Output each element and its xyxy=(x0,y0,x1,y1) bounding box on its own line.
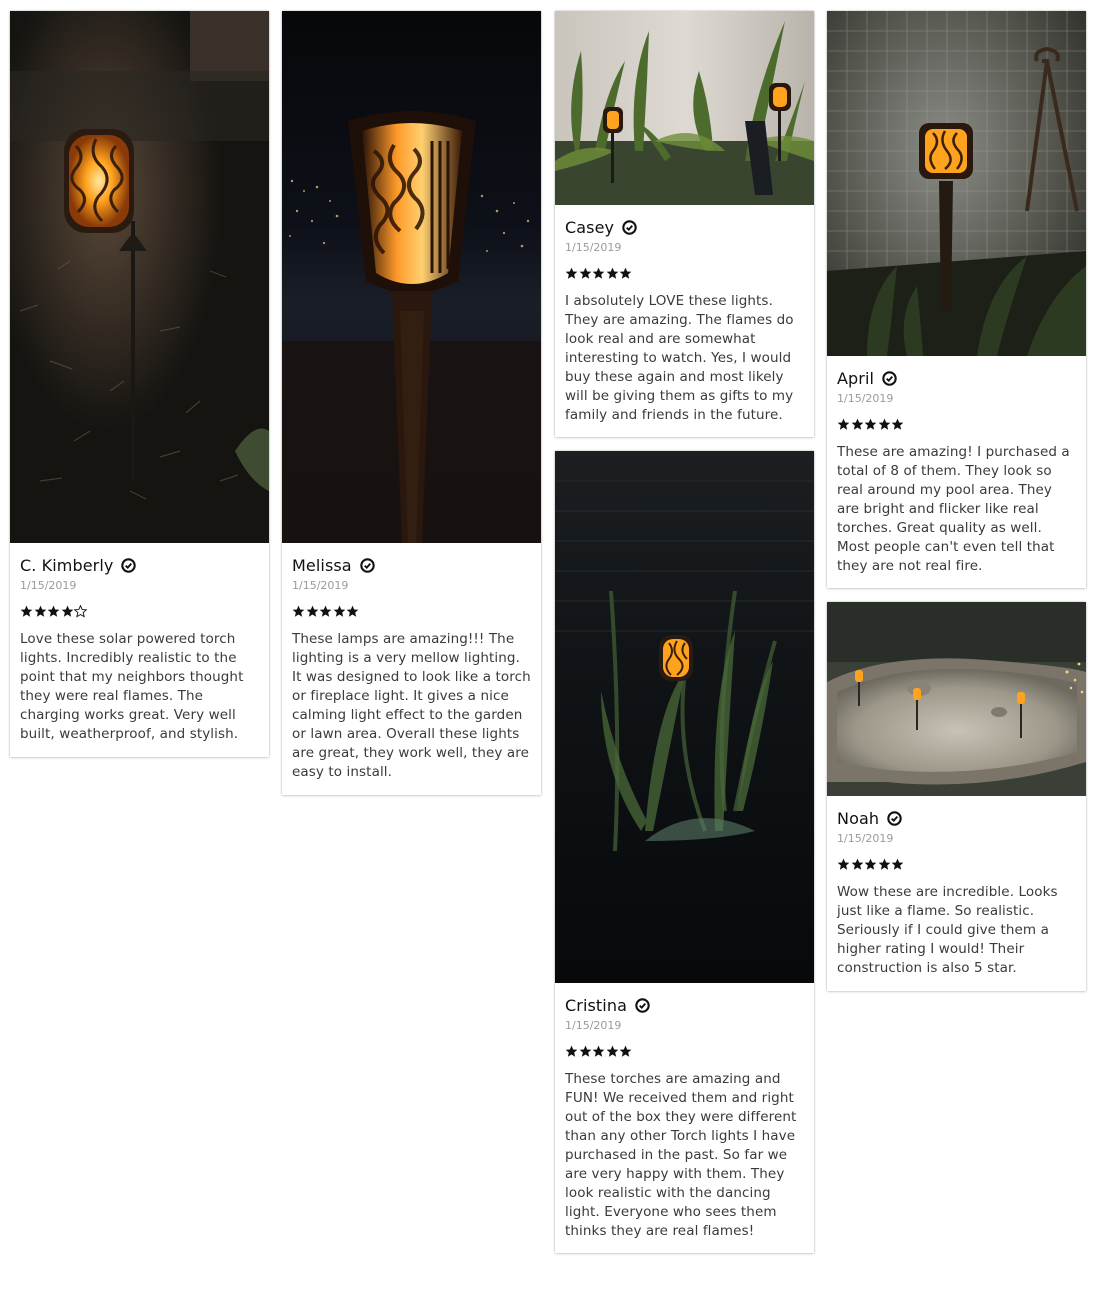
star-icon xyxy=(292,605,305,618)
star-icon xyxy=(319,605,332,618)
star-icon xyxy=(34,605,47,618)
review-date: 1/15/2019 xyxy=(292,579,349,592)
star-icon xyxy=(47,605,60,618)
review-text: These lamps are amazing!!! The lighting is a very mellow lighting. It was designed to look like a torch or fireplace light. It gives a nice calming light effect to the garden or lawn area. Overall these lights are great, they work well, they are easy to install. xyxy=(292,631,531,780)
star-icon xyxy=(837,418,850,431)
reviewer-name: Casey xyxy=(565,217,615,237)
verified-check-icon xyxy=(360,558,375,573)
star-icon xyxy=(619,267,632,280)
review-date: 1/15/2019 xyxy=(565,1019,622,1032)
review-date: 1/15/2019 xyxy=(565,241,622,254)
star-icon xyxy=(306,605,319,618)
star-icon xyxy=(61,605,74,618)
star-icon xyxy=(878,858,891,871)
star-icon xyxy=(579,267,592,280)
star-icon xyxy=(864,858,877,871)
verified-check-icon xyxy=(887,811,902,826)
verified-check-icon xyxy=(622,220,637,235)
star-icon xyxy=(619,1045,632,1058)
star-icon xyxy=(891,858,904,871)
star-icon xyxy=(606,267,619,280)
star-icon xyxy=(864,418,877,431)
verified-check-icon xyxy=(882,371,897,386)
review-photo[interactable] xyxy=(10,11,269,543)
review-card-kimberly xyxy=(10,11,269,757)
review-text: These torches are amazing and FUN! We received them and right out of the box they were different than any other Torch lights I have purchased in the past. So far we are very happy with them. They look realistic with the dancing light. Everyone who sees them thinks they are real flames! xyxy=(565,1071,797,1239)
review-card-cristina xyxy=(555,451,814,1253)
review-photo[interactable] xyxy=(827,11,1086,356)
star-icon xyxy=(592,1045,605,1058)
verified-check-icon xyxy=(635,998,650,1013)
reviewer-name: C. Kimberly xyxy=(20,555,114,575)
review-card-noah xyxy=(827,602,1086,991)
reviewer-name: Cristina xyxy=(565,995,627,1015)
star-rating xyxy=(565,267,804,283)
review-photo[interactable] xyxy=(555,451,814,983)
review-date: 1/15/2019 xyxy=(837,392,894,405)
star-icon xyxy=(333,605,346,618)
review-photo[interactable] xyxy=(282,11,541,543)
star-rating xyxy=(292,605,531,621)
verified-check-icon xyxy=(121,558,136,573)
star-icon xyxy=(579,1045,592,1058)
star-icon xyxy=(346,605,359,618)
star-icon xyxy=(565,1045,578,1058)
star-icon xyxy=(592,267,605,280)
star-rating xyxy=(565,1045,804,1061)
reviewer-name: Noah xyxy=(837,808,880,828)
star-icon xyxy=(837,858,850,871)
review-photo[interactable] xyxy=(827,602,1086,796)
reviewer-name: April xyxy=(837,368,875,388)
star-icon xyxy=(606,1045,619,1058)
star-icon xyxy=(851,418,864,431)
review-text: I absolutely LOVE these lights. They are amazing. The flames do look real and are somewhat interesting to watch. Yes, I would buy these again and most likely will be giving them as gifts to my family and friends in the future. xyxy=(565,293,794,423)
star-icon xyxy=(565,267,578,280)
star-rating xyxy=(20,605,259,621)
review-card-casey xyxy=(555,11,814,437)
star-rating xyxy=(837,418,1076,434)
review-card-melissa xyxy=(282,11,541,795)
review-date: 1/15/2019 xyxy=(20,579,77,592)
review-card-april xyxy=(827,11,1086,588)
empty-star-icon xyxy=(74,605,87,618)
reviewer-name: Melissa xyxy=(292,555,352,575)
review-photo[interactable] xyxy=(555,11,814,205)
review-date: 1/15/2019 xyxy=(837,832,894,845)
review-text: Love these solar powered torch lights. Incredibly realistic to the point that my neighbors thought they were real flames. The charging works great. Very well built, weatherproof, and stylish. xyxy=(20,631,244,742)
star-icon xyxy=(20,605,33,618)
star-rating xyxy=(837,858,1076,874)
star-icon xyxy=(851,858,864,871)
review-text: These are amazing! I purchased a total of 8 of them. They look so real around my pool area. They are bright and flicker like real torches. Great quality as well. Most people can't even tell that they are not real fire. xyxy=(837,444,1070,574)
star-icon xyxy=(878,418,891,431)
star-icon xyxy=(891,418,904,431)
review-text: Wow these are incredible. Looks just like a flame. So realistic. Seriously if I could give them a higher rating I would! Their construction is also 5 star. xyxy=(837,884,1058,976)
